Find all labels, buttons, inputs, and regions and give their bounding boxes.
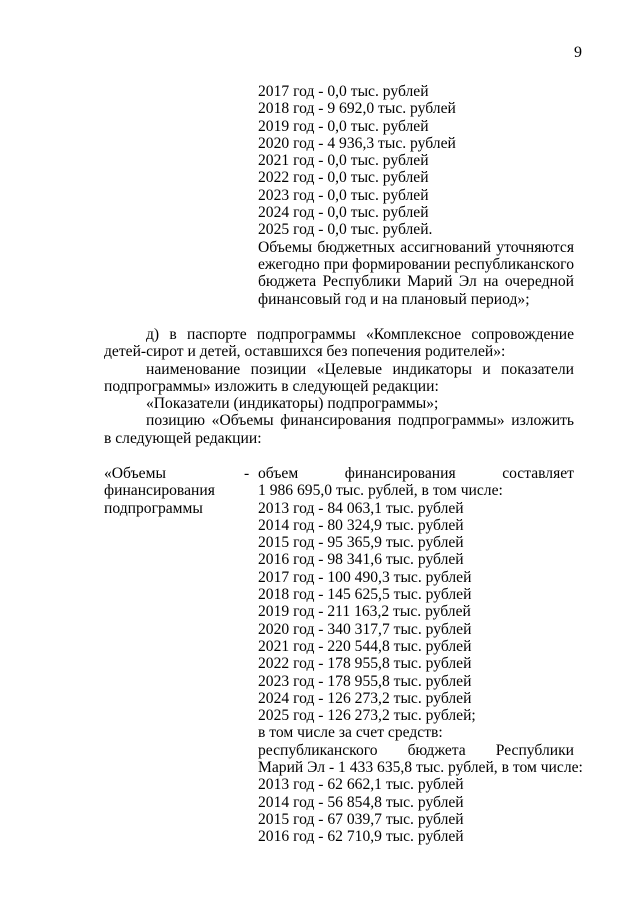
year-line: 2017 год - 100 490,3 тыс. рублей bbox=[258, 568, 472, 586]
note-line: ежегодно при формировании республиканского bbox=[258, 255, 574, 273]
top-years-block bbox=[258, 83, 574, 308]
year-line: 2015 год - 95 365,9 тыс. рублей bbox=[258, 534, 464, 552]
year-line: 2014 год - 80 324,9 тыс. рублей bbox=[258, 516, 464, 534]
year-line: 2016 год - 98 341,6 тыс. рублей bbox=[258, 551, 464, 569]
year-line: 2013 год - 84 063,1 тыс. рублей bbox=[258, 499, 464, 517]
year-line: 2016 год - 62 710,9 тыс. рублей bbox=[258, 828, 464, 846]
year-line: 2025 год - 0,0 тыс. рублей. bbox=[258, 221, 433, 239]
paragraph-line: детей-сирот и детей, оставшихся без попечения родителей»: bbox=[104, 343, 506, 361]
paragraph-line: в следующей редакции: bbox=[104, 429, 262, 447]
year-line: 2022 год - 0,0 тыс. рублей bbox=[258, 169, 429, 187]
paragraph-line: позицию «Объемы финансирования подпрограммы» изложить bbox=[146, 412, 574, 430]
year-line: 2022 год - 178 955,8 тыс. рублей bbox=[258, 655, 472, 673]
funding-line: 1 986 695,0 тыс. рублей, в том числе: bbox=[258, 482, 503, 500]
body-block bbox=[104, 326, 574, 447]
note-line: финансовый год и на плановый период»; bbox=[258, 290, 530, 308]
paragraph-line: наименование позиции «Целевые индикаторы и показатели bbox=[146, 360, 574, 378]
funding-line: республиканского бюджета Республики bbox=[258, 741, 574, 759]
year-line: 2014 год - 56 854,8 тыс. рублей bbox=[258, 793, 464, 811]
paragraph-line: «Показатели (индикаторы) подпрограммы»; bbox=[146, 395, 439, 413]
label-line: «Объемы bbox=[104, 465, 166, 482]
year-line: 2017 год - 0,0 тыс. рублей bbox=[258, 83, 429, 100]
paragraph-line: д) в паспорте подпрограммы «Комплексное сопровождение bbox=[146, 326, 574, 343]
year-line: 2019 год - 0,0 тыс. рублей bbox=[258, 117, 429, 135]
year-line: 2021 год - 220 544,8 тыс. рублей bbox=[258, 637, 472, 655]
position-label bbox=[104, 465, 244, 517]
label-line: финансирования bbox=[104, 482, 215, 500]
note-line: Объемы бюджетных ассигнований уточняются bbox=[258, 238, 574, 256]
year-line: 2025 год - 126 273,2 тыс. рублей; bbox=[258, 707, 476, 725]
year-line: 2024 год - 126 273,2 тыс. рублей bbox=[258, 689, 472, 707]
funding-line: объем финансирования составляет bbox=[258, 465, 574, 482]
year-line: 2020 год - 4 936,3 тыс. рублей bbox=[258, 134, 456, 152]
label-line: подпрограммы bbox=[104, 499, 203, 517]
funding-line: Марий Эл - 1 433 635,8 тыс. рублей, в том числе: bbox=[258, 759, 583, 777]
year-line: 2018 год - 9 692,0 тыс. рублей bbox=[258, 100, 456, 118]
year-line: 2013 год - 62 662,1 тыс. рублей bbox=[258, 776, 464, 794]
funding-line: в том числе за счет средств: bbox=[258, 724, 443, 742]
year-line: 2015 год - 67 039,7 тыс. рублей bbox=[258, 810, 464, 828]
year-line: 2023 год - 0,0 тыс. рублей bbox=[258, 186, 429, 204]
dash-separator: - bbox=[244, 465, 250, 482]
year-line: 2021 год - 0,0 тыс. рублей bbox=[258, 152, 429, 170]
year-line: 2023 год - 178 955,8 тыс. рублей bbox=[258, 672, 472, 690]
year-line: 2018 год - 145 625,5 тыс. рублей bbox=[258, 586, 472, 604]
year-line: 2024 год - 0,0 тыс. рублей bbox=[258, 204, 429, 222]
paragraph-line: подпрограммы» изложить в следующей редакции: bbox=[104, 377, 439, 395]
funding-block bbox=[258, 465, 583, 846]
year-line: 2019 год - 211 163,2 тыс. рублей bbox=[258, 603, 471, 621]
note-line: бюджета Республики Марий Эл на очередной bbox=[258, 273, 574, 291]
page-number: 9 bbox=[574, 44, 582, 61]
year-line: 2020 год - 340 317,7 тыс. рублей bbox=[258, 620, 472, 638]
